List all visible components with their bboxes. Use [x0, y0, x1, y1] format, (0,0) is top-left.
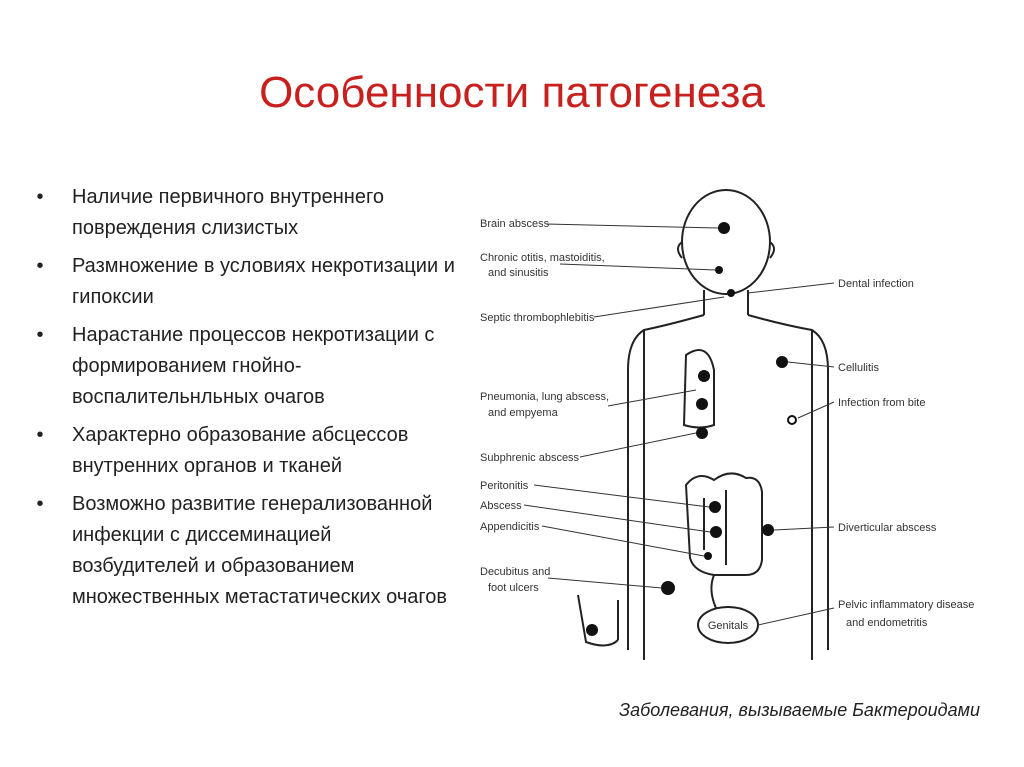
slide-title: Особенности патогенеза — [259, 68, 765, 117]
label-appendicitis: Appendicitis — [480, 521, 540, 533]
label-genitals: Genitals — [707, 620, 749, 632]
figure-caption: Заболевания, вызываемые Бактероидами — [619, 700, 980, 720]
bullet-item — [30, 182, 460, 244]
lesion-dot — [696, 398, 708, 410]
lesion-dot — [776, 356, 788, 368]
bullet-text: Наличие первичного внутреннего повреждения слизистых — [72, 186, 384, 239]
lesion-dot — [727, 289, 735, 297]
label-empyema: and empyema — [488, 407, 558, 419]
bullet-text: Характерно образование абсцессов внутренних органов и тканей — [72, 424, 409, 477]
label-septic-thrombophlebitis: Septic thrombophlebitis — [480, 312, 595, 324]
bullet-dot-icon: • — [36, 255, 44, 277]
lesion-dot — [710, 526, 722, 538]
bullet-dot-icon: • — [36, 493, 44, 515]
label-cellulitis: Cellulitis — [838, 362, 879, 374]
bullet-item — [30, 251, 460, 313]
label-pneumonia: Pneumonia, lung abscess, — [480, 391, 610, 403]
lesion-dots — [586, 222, 796, 636]
label-infection-from-bite: Infection from bite — [838, 397, 926, 409]
lesion-dot — [704, 552, 712, 560]
label-diverticular-abscess: Diverticular abscess — [838, 522, 937, 534]
bullet-item — [30, 420, 460, 482]
label-brain-abscess: Brain abscess — [480, 218, 550, 230]
label-pelvic-inflammatory: Pelvic inflammatory disease — [838, 599, 975, 611]
label-peritonitis: Peritonitis — [480, 480, 529, 492]
bullet-text: Возможно развитие генерализованной инфекции с диссеминацией возбудителей и образованием множественных метастатических очагов — [72, 493, 447, 608]
bullet-text: Нарастание процессов некротизации с формированием гнойно-воспалительнльных очагов — [72, 324, 435, 408]
lesion-dot — [661, 581, 675, 595]
lesion-dot — [788, 416, 796, 424]
label-subphrenic-abscess: Subphrenic abscess — [480, 452, 580, 464]
lesion-dot — [698, 370, 710, 382]
bullet-text: Размножение в условиях некротизации и гипоксии — [72, 255, 455, 308]
label-foot-ulcers: foot ulcers — [488, 582, 539, 594]
lesion-dot — [586, 624, 598, 636]
leader-lines — [524, 224, 834, 625]
body-outline — [578, 190, 828, 660]
label-abscess: Abscess — [480, 500, 522, 512]
bullet-dot-icon: • — [36, 324, 44, 346]
bullet-item — [30, 489, 460, 613]
label-decubitus: Decubitus and — [480, 566, 551, 578]
bullet-item — [30, 320, 460, 413]
lesion-dot — [762, 524, 774, 536]
lesion-dot — [715, 266, 723, 274]
bullet-dot-icon: • — [36, 424, 44, 446]
label-chronic-otitis: Chronic otitis, mastoiditis, — [480, 252, 605, 264]
lesion-dot — [718, 222, 730, 234]
body-infection-diagram — [468, 180, 1008, 680]
lesion-dot — [709, 501, 721, 513]
bullet-list — [30, 182, 460, 620]
label-endometritis: and endometritis — [846, 617, 928, 629]
bullet-dot-icon: • — [36, 186, 44, 208]
label-dental-infection: Dental infection — [838, 278, 914, 290]
label-sinusitis: and sinusitis — [488, 267, 549, 279]
lesion-dot — [696, 427, 708, 439]
